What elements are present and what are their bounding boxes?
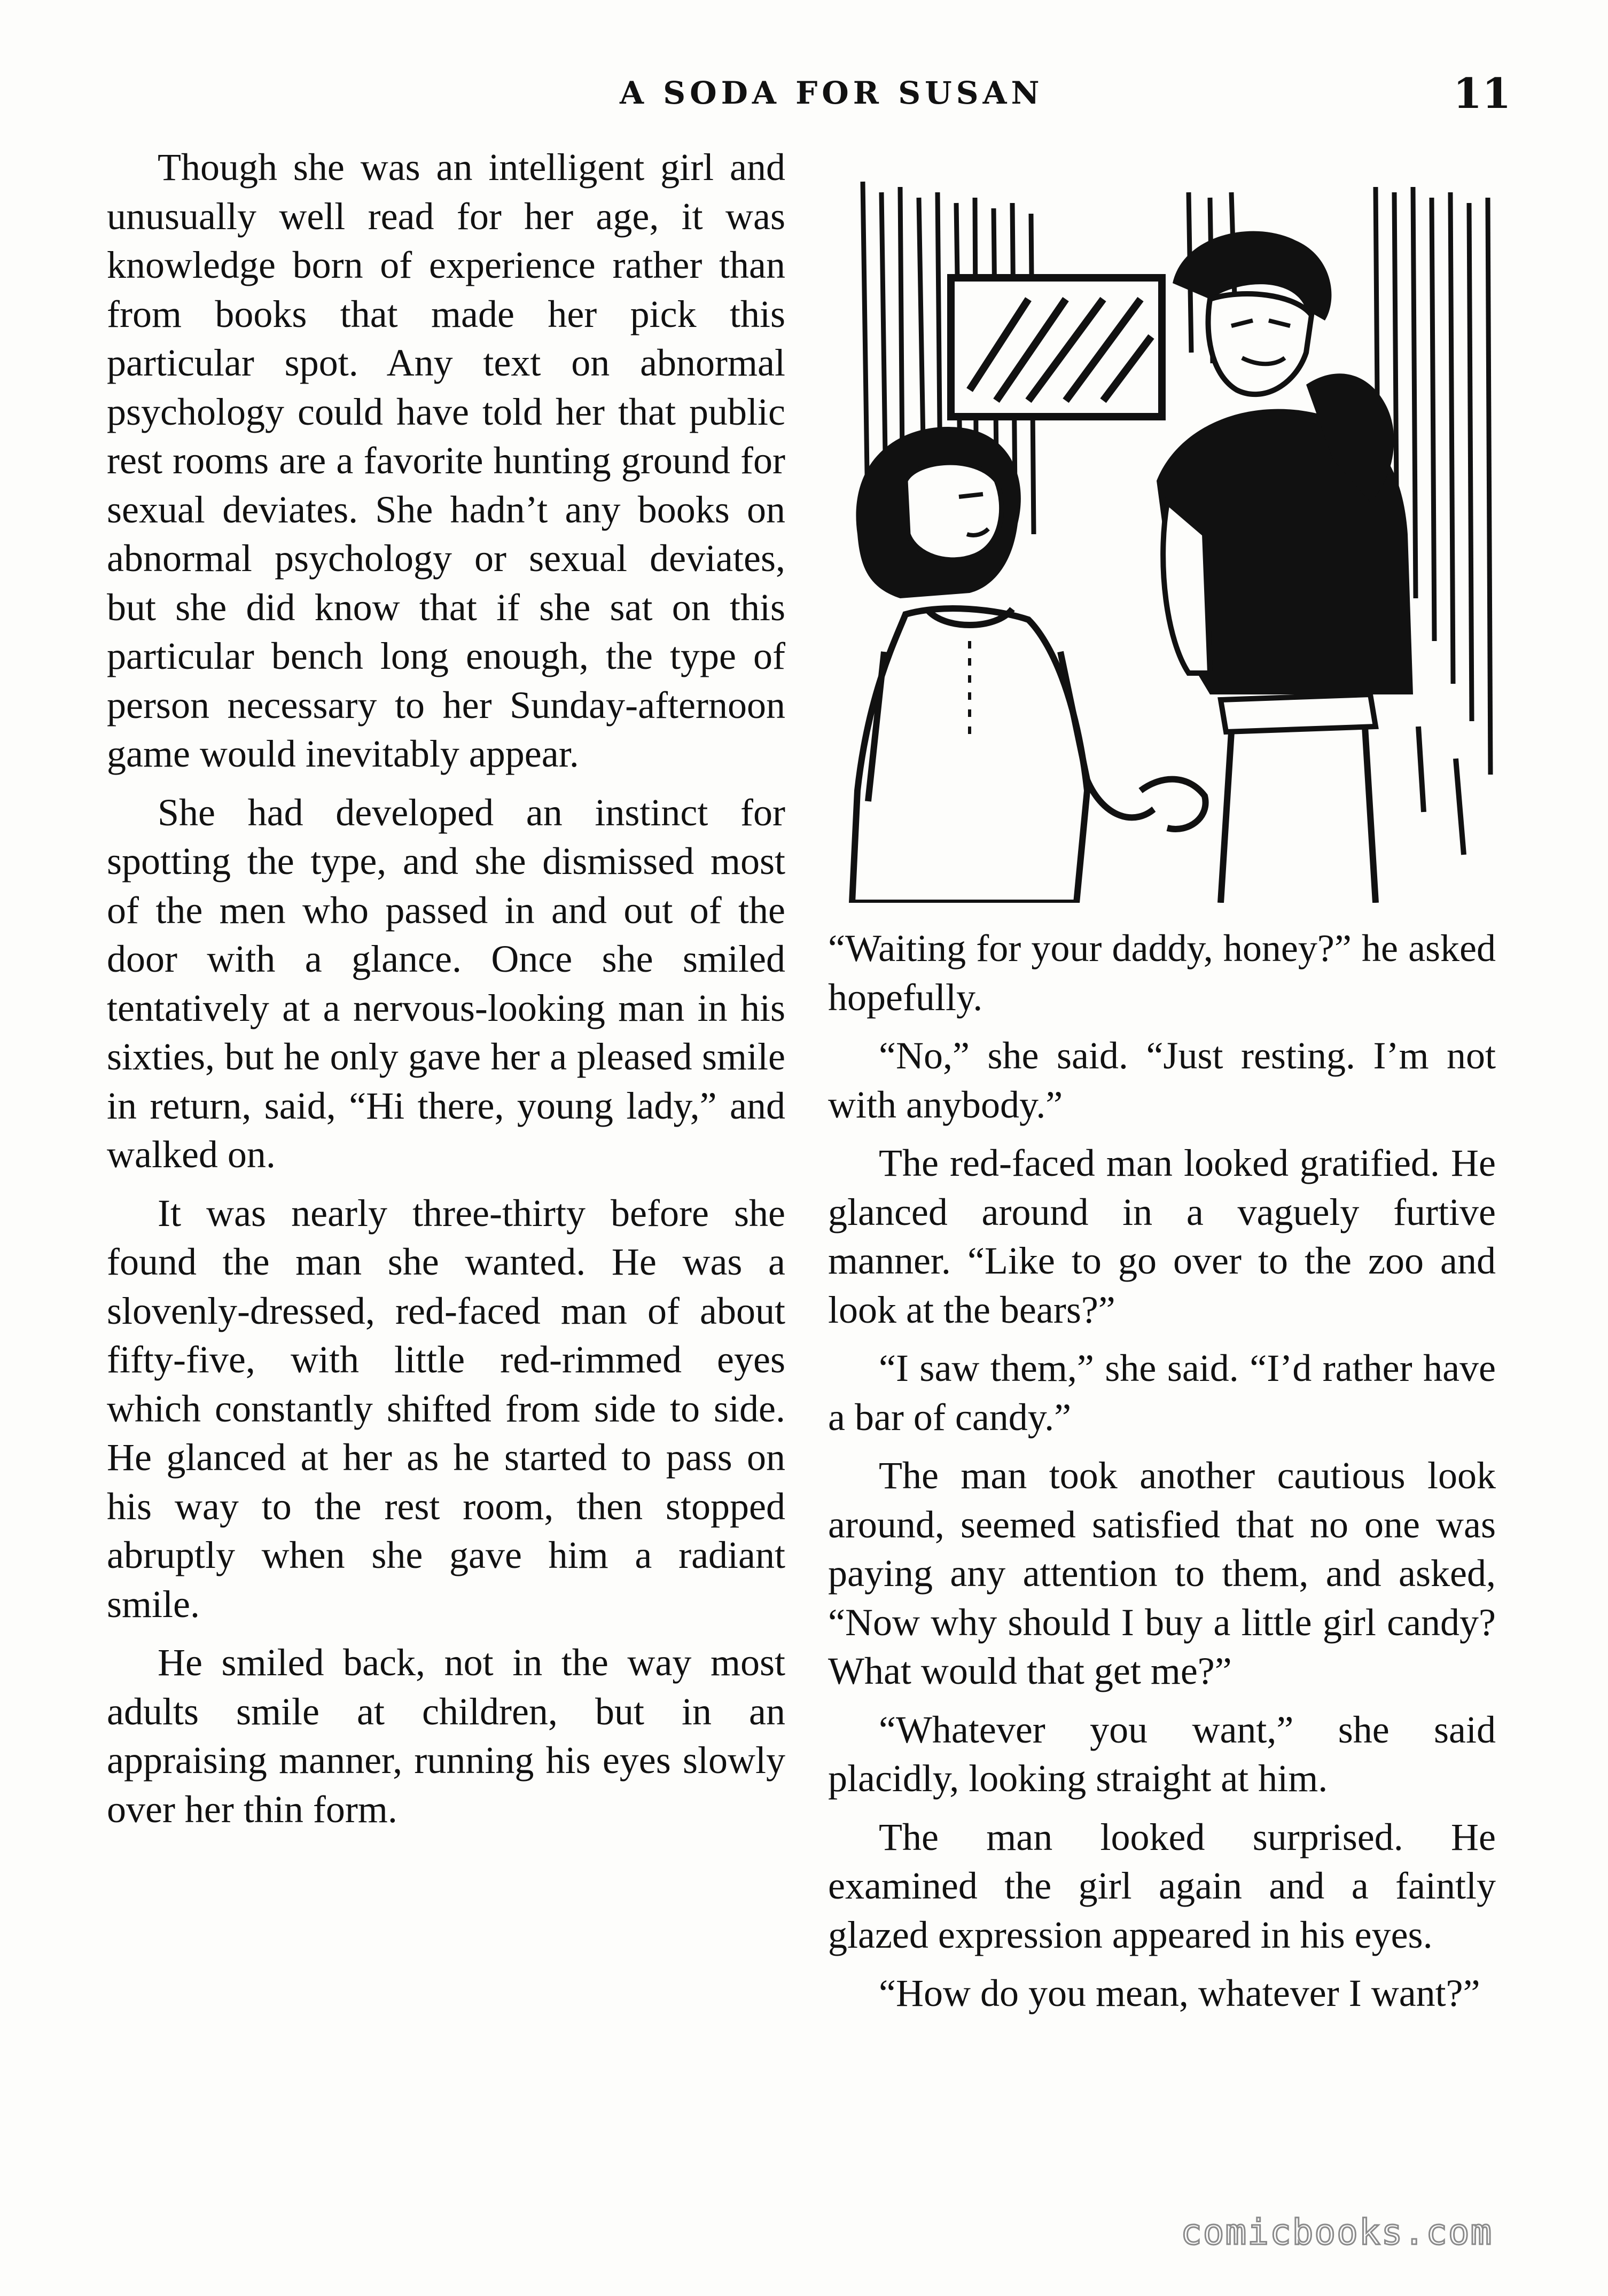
paragraph: “Whatever you want,” she said placidly, looking straight at him. <box>828 1708 1496 1800</box>
paragraph: It was nearly three-thirty before she found the man she wanted. He was a slovenly-dressed, red-faced man of about fifty-five, with little red-rimmed eyes which constantly shifted from side to side. He glanced at her as he started to pass on his way to the rest room, then stopped abruptly when she gave him a radiant smile. <box>107 1191 785 1626</box>
paragraph: The man took another cautious look around, seemed satisfied that no one was paying any attention to them, and asked, “Now why should I buy a little girl candy? What would that get me?” <box>828 1454 1496 1692</box>
ink-illustration-icon <box>836 160 1512 903</box>
paragraph: He smiled back, not in the way most adults smile at children, but in an appraising manner, running his eyes slowly over her thin form. <box>107 1641 785 1831</box>
paragraph: The man looked surprised. He examined the girl again and a faintly glazed expression appeared in his eyes. <box>828 1815 1496 1956</box>
right-text-column <box>828 924 1496 2028</box>
paragraph: Though she was an intelligent girl and unusually well read for her age, it was knowledge born of experience rather than from books that made her pick this particular spot. Any text on abnormal psychology could have told her that public rest rooms are a favorite hunting ground for sexual deviates. She hadn’t any books on abnormal psychology or sexual deviates, but she did know that if she sat on this particular bench long enough, the type of person necessary to her Sunday-afternoon game would inevitably appear. <box>107 146 785 775</box>
window-frame <box>951 278 1162 417</box>
paragraph: She had developed an instinct for spotting the type, and she dismissed most of the men who passed in and out of the door with a glance. Once she smiled tentatively at a nervous-looking man in his sixties, but he only gave her a pleased smile in return, said, “Hi there, young lady,” and walked on. <box>107 791 785 1176</box>
paragraph: “How do you mean, whatever I want?” <box>879 1972 1480 2014</box>
site-watermark: comicbooks.com <box>1181 2212 1493 2253</box>
running-title: A SODA FOR SUSAN <box>620 75 1044 111</box>
left-text-column <box>107 143 785 1844</box>
paragraph: “Waiting for your daddy, honey?” he asked hopefully. <box>828 927 1496 1019</box>
paragraph: “I saw them,” she said. “I’d rather have a bar of candy.” <box>828 1347 1496 1439</box>
page-number: 11 <box>1453 69 1511 118</box>
paragraph: The red-faced man looked gratified. He glanced around in a vaguely furtive manner. “Like to go over to the zoo and look at the bears?” <box>828 1142 1496 1331</box>
paragraph: “No,” she said. “Just resting. I’m not with anybody.” <box>828 1034 1496 1126</box>
